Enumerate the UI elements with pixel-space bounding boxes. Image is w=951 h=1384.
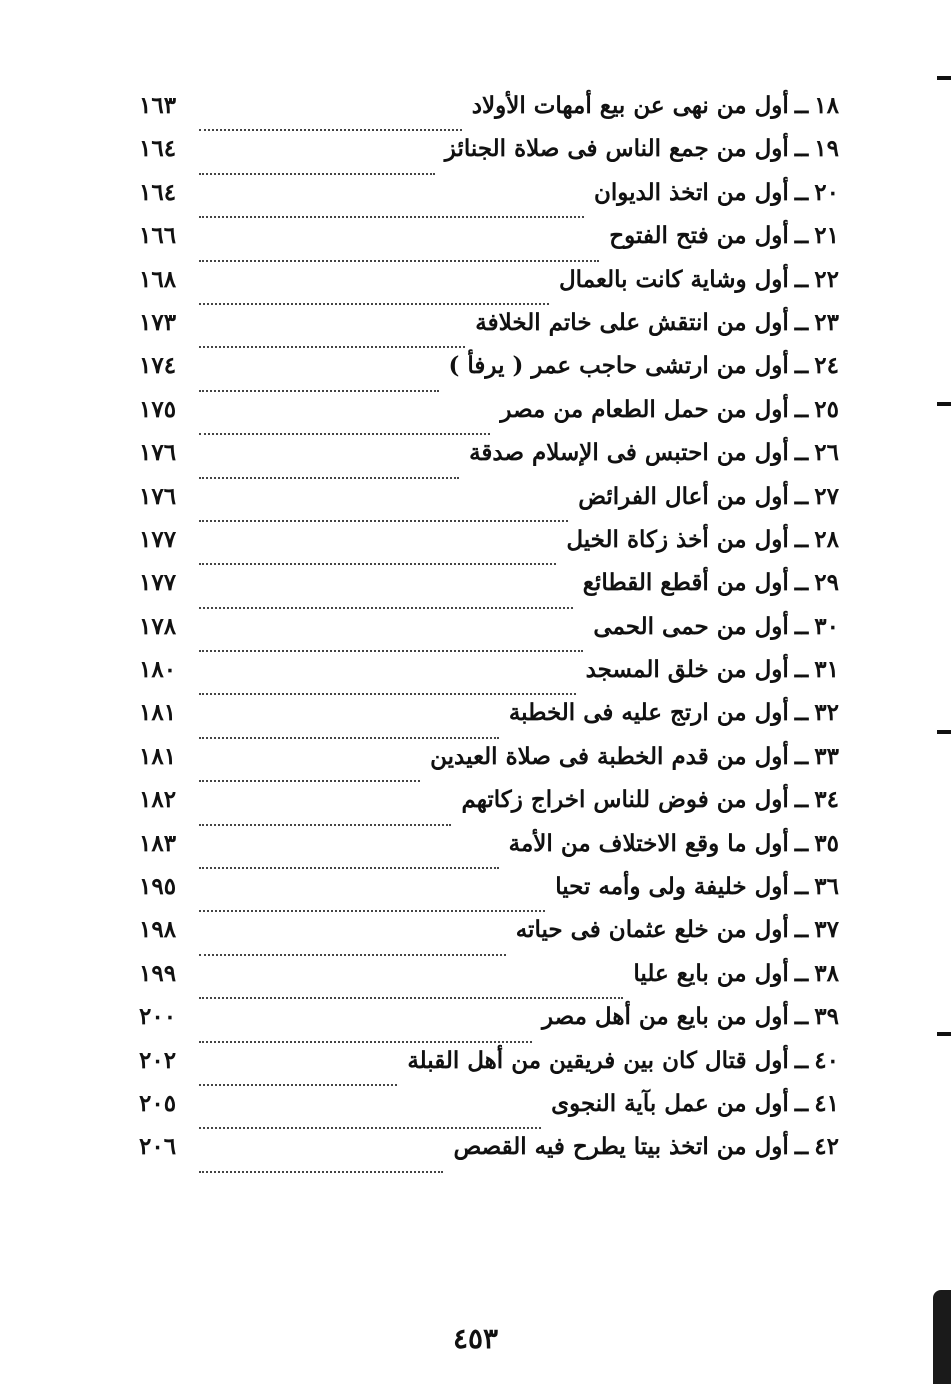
dot-leader xyxy=(199,910,545,912)
entry-number: ٢١ xyxy=(814,222,839,250)
entry-page-number: ١٩٨ xyxy=(139,916,177,944)
entry-page-number: ١٨١ xyxy=(139,699,177,727)
dot-leader xyxy=(199,173,435,175)
entry-dash: ــ xyxy=(794,135,809,163)
entry-dash: ــ xyxy=(794,699,809,727)
entry-number: ٣٣ xyxy=(814,742,839,770)
entry-number: ٢٨ xyxy=(814,525,839,553)
entry-number: ٢٧ xyxy=(814,482,839,510)
entry-number: ٣٧ xyxy=(814,916,839,944)
dot-leader xyxy=(199,650,583,652)
entry-number: ٢٩ xyxy=(814,569,839,597)
entry-dash: ــ xyxy=(794,829,809,857)
toc-entry xyxy=(139,92,839,135)
toc-entry xyxy=(139,699,839,742)
toc-entry xyxy=(139,483,839,526)
entry-page-number: ٢٠٢ xyxy=(139,1046,177,1074)
entry-dash: ــ xyxy=(794,439,809,467)
entry-page-number: ١٩٩ xyxy=(139,959,177,987)
entry-dash: ــ xyxy=(794,482,809,510)
entry-number: ٣٦ xyxy=(814,873,839,901)
entry-title: أول من خلع عثمان فى حياته xyxy=(515,916,789,944)
entry-title: أول من أقطع القطائع xyxy=(582,569,789,597)
entry-title: أول من فتح الفتوح xyxy=(609,222,789,250)
dot-leader xyxy=(199,563,556,565)
entry-number: ٣٠ xyxy=(814,612,839,640)
entry-page-number: ١٧٤ xyxy=(139,352,177,380)
entry-page-number: ١٧٧ xyxy=(139,525,177,553)
entry-page-number: ١٧٨ xyxy=(139,612,177,640)
entry-title: أول من أعال الفرائض xyxy=(578,482,789,510)
entry-number: ٤٠ xyxy=(814,1046,839,1074)
entry-title: أول من قدم الخطبة فى صلاة العيدين xyxy=(430,742,789,770)
dot-leader xyxy=(199,1171,443,1173)
entry-title: أول من خلق المسجد xyxy=(585,656,789,684)
dot-leader xyxy=(199,954,506,956)
entry-number: ٣١ xyxy=(814,656,839,684)
dot-leader xyxy=(199,129,462,131)
table-of-contents xyxy=(139,92,839,1177)
scan-edge-shadow xyxy=(933,1290,951,1384)
dot-leader xyxy=(199,1127,541,1129)
toc-entry xyxy=(139,960,839,1003)
entry-number: ٢٦ xyxy=(814,439,839,467)
entry-page-number: ١٧٥ xyxy=(139,395,177,423)
toc-entry xyxy=(139,1090,839,1133)
entry-dash: ــ xyxy=(794,742,809,770)
toc-entry xyxy=(139,266,839,309)
entry-number: ٤١ xyxy=(814,1089,839,1117)
entry-title: أول من انتقش على خاتم الخلافة xyxy=(475,308,789,336)
toc-entry xyxy=(139,656,839,699)
entry-page-number: ١٩٥ xyxy=(139,873,177,901)
toc-entry xyxy=(139,873,839,916)
entry-dash: ــ xyxy=(794,395,809,423)
dot-leader xyxy=(199,824,451,826)
entry-number: ٣٢ xyxy=(814,699,839,727)
entry-dash: ــ xyxy=(794,959,809,987)
entry-title: أول من ارتشى حاجب عمر ( يرفأ ) xyxy=(448,352,789,380)
entry-number: ٢٢ xyxy=(814,265,839,293)
entry-dash: ــ xyxy=(794,178,809,206)
toc-entry xyxy=(139,743,839,786)
entry-title: أول خليفة ولى وأمه تحيا xyxy=(555,873,789,901)
entry-dash: ــ xyxy=(794,222,809,250)
dot-leader xyxy=(199,390,439,392)
entry-dash: ــ xyxy=(794,92,809,119)
entry-dash: ــ xyxy=(794,916,809,944)
entry-page-number: ١٦٤ xyxy=(139,178,177,206)
entry-dash: ــ xyxy=(794,308,809,336)
toc-entry xyxy=(139,1133,839,1176)
entry-title: أول من فوض للناس اخراج زكاتهم xyxy=(461,786,789,814)
entry-page-number: ١٨٢ xyxy=(139,786,177,814)
entry-title: أول من بايع من أهل مصر xyxy=(541,1003,789,1031)
edge-mark xyxy=(937,730,951,734)
toc-entry xyxy=(139,396,839,439)
entry-title: أول من ارتج عليه فى الخطبة xyxy=(508,699,789,727)
dot-leader xyxy=(199,1041,532,1043)
dot-leader xyxy=(199,303,549,305)
entry-title: أول ما وقع الاختلاف من الأمة xyxy=(508,829,789,857)
toc-entry xyxy=(139,1003,839,1046)
entry-page-number: ١٧٧ xyxy=(139,569,177,597)
entry-number: ٣٩ xyxy=(814,1003,839,1031)
entry-title: أول من أخذ زكاة الخيل xyxy=(566,525,789,553)
entry-number: ٣٨ xyxy=(814,959,839,987)
dot-leader xyxy=(199,607,573,609)
dot-leader xyxy=(199,867,499,869)
dot-leader xyxy=(199,737,499,739)
entry-title: أول من احتبس فى الإسلام صدقة xyxy=(469,439,789,467)
toc-entry xyxy=(139,613,839,656)
entry-title: أول من اتخذ الديوان xyxy=(593,178,789,206)
dot-leader xyxy=(199,216,584,218)
entry-title: أول من جمع الناس فى صلاة الجنائز xyxy=(444,135,789,163)
edge-mark xyxy=(937,402,951,406)
toc-entry xyxy=(139,309,839,352)
toc-entry xyxy=(139,786,839,829)
entry-page-number: ٢٠٦ xyxy=(139,1133,177,1161)
dot-leader xyxy=(199,693,576,695)
entry-title: أول قتال كان بين فريقين من أهل القبلة xyxy=(407,1046,789,1074)
entry-title: أول من اتخذ بيتا يطرح فيه القصص xyxy=(453,1133,789,1161)
entry-dash: ــ xyxy=(794,786,809,814)
entry-number: ١٩ xyxy=(814,135,839,163)
entry-page-number: ٢٠٥ xyxy=(139,1089,177,1117)
entry-dash: ــ xyxy=(794,265,809,293)
entry-title: أول من بايع عليا xyxy=(633,959,789,987)
entry-number: ١٨ xyxy=(814,92,839,119)
entry-dash: ــ xyxy=(794,873,809,901)
entry-page-number: ١٨٣ xyxy=(139,829,177,857)
entry-page-number: ١٦٤ xyxy=(139,135,177,163)
entry-dash: ــ xyxy=(794,1089,809,1117)
toc-entry xyxy=(139,916,839,959)
toc-entry xyxy=(139,439,839,482)
entry-number: ٢٤ xyxy=(814,352,839,380)
toc-entry xyxy=(139,179,839,222)
edge-mark xyxy=(937,1032,951,1036)
entry-number: ٢٣ xyxy=(814,308,839,336)
dot-leader xyxy=(199,346,465,348)
entry-dash: ــ xyxy=(794,352,809,380)
entry-dash: ــ xyxy=(794,612,809,640)
toc-entry xyxy=(139,1047,839,1090)
entry-dash: ــ xyxy=(794,1046,809,1074)
entry-dash: ــ xyxy=(794,1133,809,1161)
toc-entry xyxy=(139,569,839,612)
dot-leader xyxy=(199,477,459,479)
dot-leader xyxy=(199,1084,397,1086)
dot-leader xyxy=(199,780,420,782)
entry-dash: ــ xyxy=(794,525,809,553)
entry-page-number: ١٦٣ xyxy=(139,92,177,119)
entry-page-number: ١٧٦ xyxy=(139,439,177,467)
entry-title: أول من حمى الحمى xyxy=(593,612,789,640)
entry-number: ٣٥ xyxy=(814,829,839,857)
entry-number: ٢٥ xyxy=(814,395,839,423)
entry-number: ٢٠ xyxy=(814,178,839,206)
toc-entry xyxy=(139,352,839,395)
entry-title: أول وشاية كانت بالعمال xyxy=(558,265,789,293)
entry-dash: ــ xyxy=(794,656,809,684)
toc-entry xyxy=(139,830,839,873)
entry-page-number: ١٦٨ xyxy=(139,265,177,293)
dot-leader xyxy=(199,260,599,262)
entry-page-number: ١٧٦ xyxy=(139,482,177,510)
entry-page-number: ١٨١ xyxy=(139,742,177,770)
toc-entry xyxy=(139,222,839,265)
entry-number: ٣٤ xyxy=(814,786,839,814)
entry-title: أول من حمل الطعام من مصر xyxy=(500,395,789,423)
entry-title: أول من عمل بآية النجوى xyxy=(551,1089,789,1117)
entry-dash: ــ xyxy=(794,569,809,597)
entry-page-number: ١٨٠ xyxy=(139,656,177,684)
entry-dash: ــ xyxy=(794,1003,809,1031)
dot-leader xyxy=(199,520,568,522)
page-number: ٤٥٣ xyxy=(452,1322,499,1355)
entry-title: أول من نهى عن بيع أمهات الأولاد xyxy=(471,92,789,119)
edge-mark xyxy=(937,76,951,80)
entry-number: ٤٢ xyxy=(814,1133,839,1161)
entry-page-number: ٢٠٠ xyxy=(139,1003,177,1031)
entry-page-number: ١٧٣ xyxy=(139,308,177,336)
dot-leader xyxy=(199,997,623,999)
toc-entry xyxy=(139,526,839,569)
entry-page-number: ١٦٦ xyxy=(139,222,177,250)
dot-leader xyxy=(199,433,490,435)
toc-entry xyxy=(139,135,839,178)
